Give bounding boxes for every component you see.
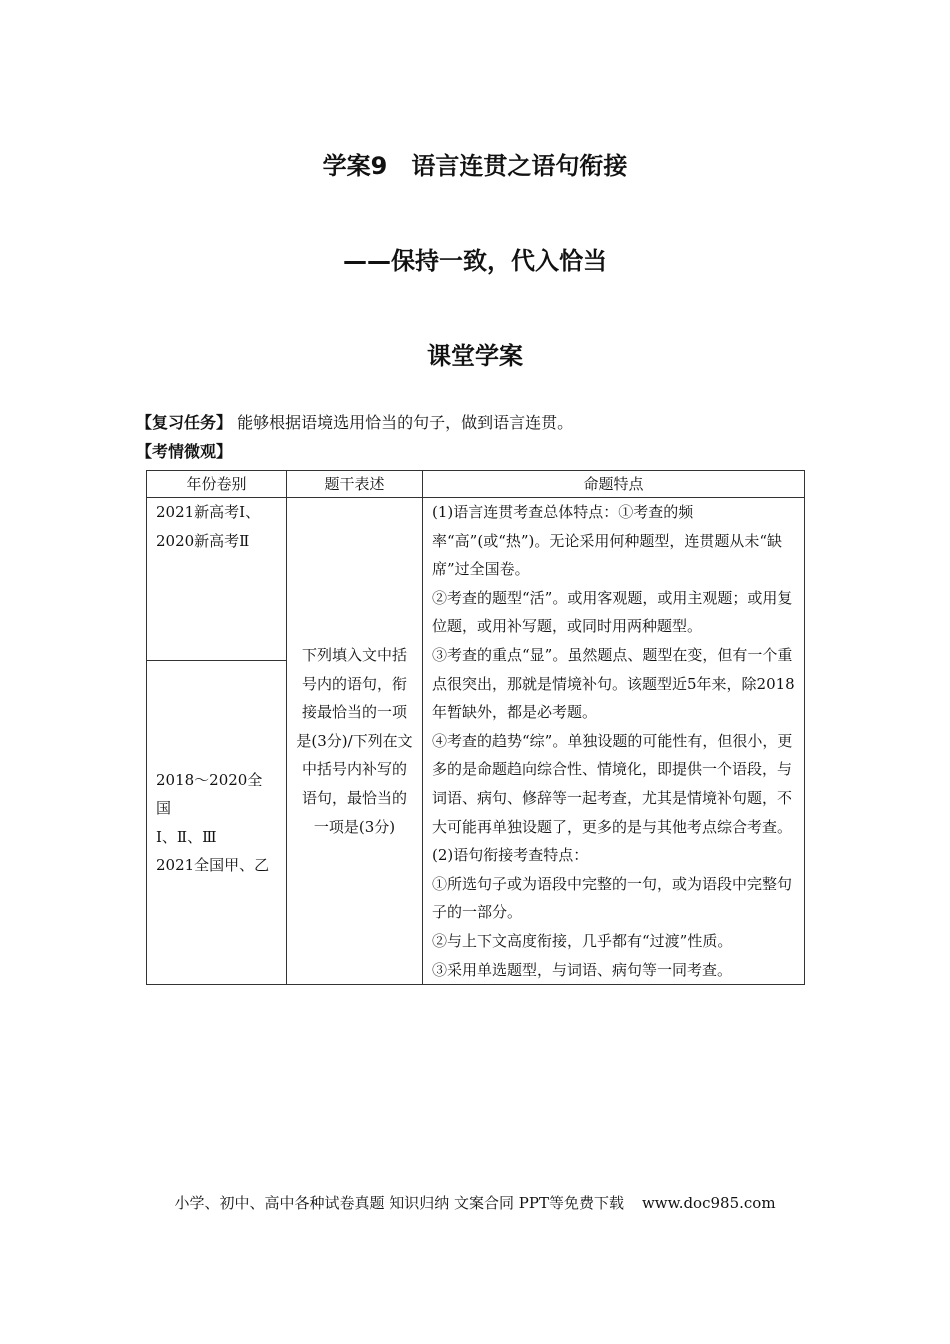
feature-paragraph: ③采用单选题型，与词语、病句等一同考查。 <box>432 960 733 979</box>
feature-paragraph: ③考查的重点“显”。虽然题点、题型在变，但有一个重点很突出，那就是情境补句。该题型近5年来，除2018年暂缺外，都是必考题。 <box>432 645 795 722</box>
year-line: 2021新高考Ⅰ、 <box>156 503 261 521</box>
year-line: 2020新高考Ⅱ <box>156 531 250 550</box>
stem-cell: 下列填入文中括号内的语句，衔接最恰当的一项是(3分)/下列在文中括号内补写的语句，最恰当的一项是(3分) <box>287 498 423 985</box>
header-features: 命题特点 <box>423 471 805 498</box>
feature-paragraph: (2)语句衔接考查特点： <box>432 846 589 865</box>
year-line: 2021全国甲、乙 <box>156 856 270 875</box>
page-footer <box>0 1192 950 1213</box>
year-cell-national <box>147 661 287 985</box>
section-heading: 课堂学案 <box>427 342 523 370</box>
feature-paragraph: (1)语言连贯考查总体特点：①考查的频率“高”(或“热”)。无论采用何种题型，连贯题从未“缺席”过全国卷。 <box>432 503 783 579</box>
features-cell <box>423 498 805 985</box>
exam-view <box>136 441 232 463</box>
feature-paragraph: ④考查的趋势“综”。单独设题的可能性有，但很小，更多的是命题趋向综合性、情境化，即提供一个语段，与词语、病句、修辞等一起考查，尤其是情境补句题，不大可能再单独设题了，更多的是与其他考点综合考查。 <box>432 731 793 836</box>
year-cell-new-gaokao <box>147 498 287 661</box>
footer-text: 小学、初中、高中各种试卷真题 知识归纳 文案合同 PPT等免费下载 <box>174 1194 624 1212</box>
table-row <box>147 498 805 661</box>
feature-paragraph: ②与上下文高度衔接，几乎都有“过渡”性质。 <box>432 931 733 950</box>
footer-url[interactable]: www.doc985.com <box>641 1194 776 1212</box>
exam-table <box>146 470 805 985</box>
feature-paragraph: ②考查的题型“活”。或用客观题，或用主观题；或用复位题，或用补写题，或同时用两种题型。 <box>432 588 793 636</box>
header-stem: 题干表述 <box>287 471 423 498</box>
header-year: 年份卷别 <box>147 471 287 498</box>
table-header-row <box>147 471 805 498</box>
review-task-label: 【复习任务】 <box>136 413 233 432</box>
page-title: 学案9 语言连贯之语句衔接 <box>322 152 628 180</box>
page-subtitle: ——保持一致，代入恰当 <box>343 247 607 275</box>
exam-view-label: 【考情微观】 <box>136 442 233 461</box>
year-line: 2018～2020全国 <box>156 770 263 818</box>
review-task <box>136 412 573 434</box>
feature-paragraph: ①所选句子或为语段中完整的一句，或为语段中完整句子的一部分。 <box>432 874 793 922</box>
review-task-text: 能够根据语境选用恰当的句子，做到语言连贯。 <box>237 413 574 432</box>
year-line: Ⅰ、Ⅱ、Ⅲ <box>156 827 217 846</box>
